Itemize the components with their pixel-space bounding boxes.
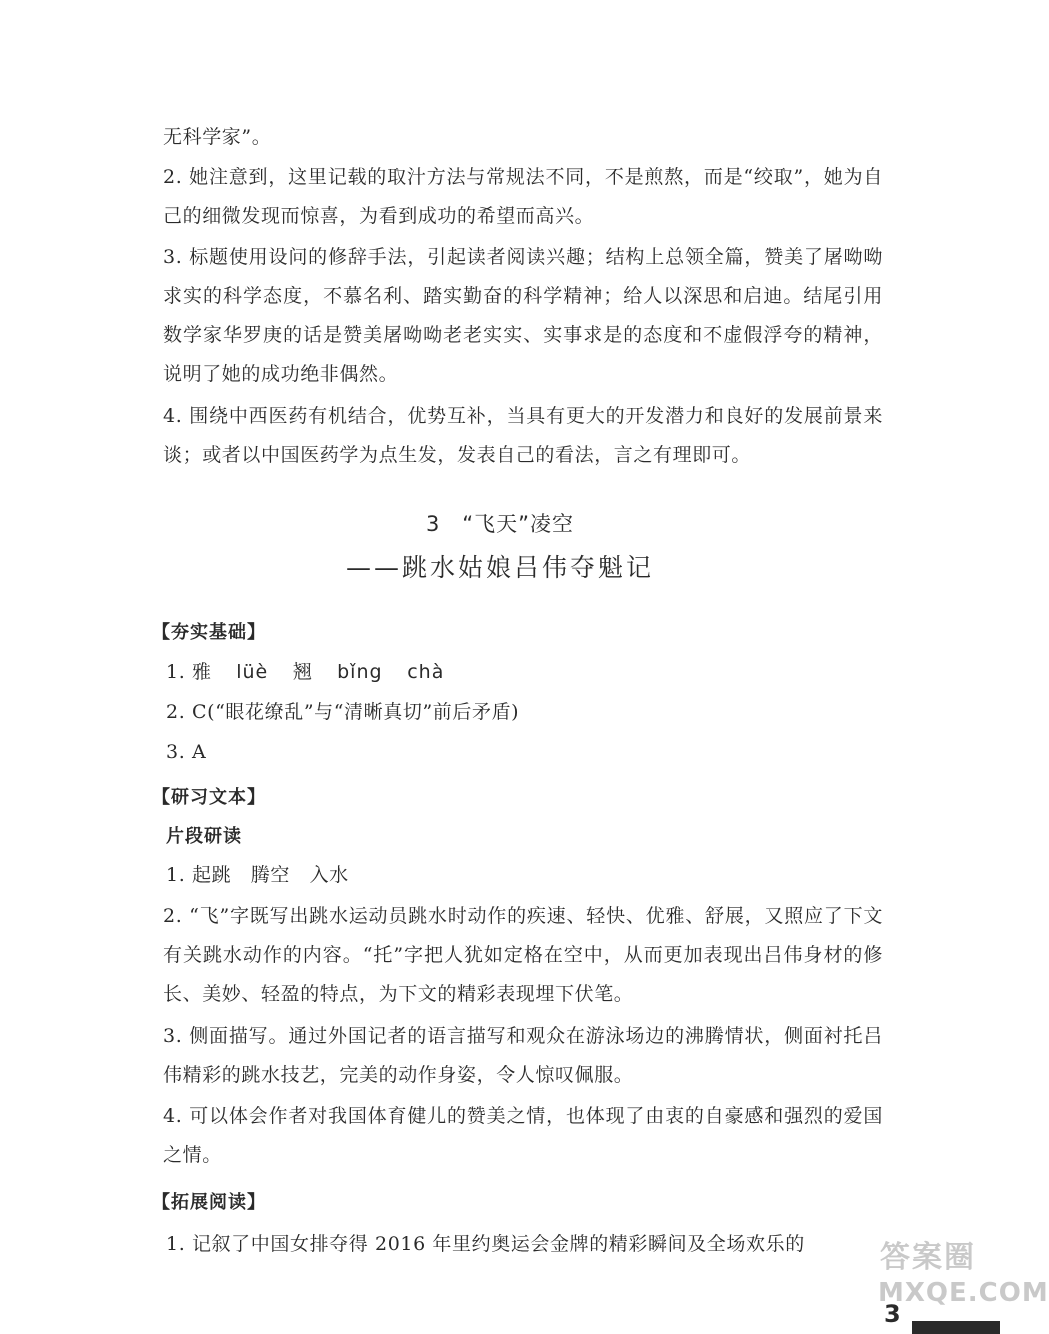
fragment-answer-4: 4. 可以体会作者对我国体育健儿的赞美之情，也体现了由衷的自豪感和强烈的爱国之情。	[163, 1105, 883, 1166]
lesson-title: 3 “飞天”凌空	[425, 512, 575, 536]
basics-item-3: 3. A	[166, 741, 207, 763]
pinyin-1: lüè	[236, 661, 269, 683]
fragment-answer-3: 3. 侧面描写。通过外国记者的语言描写和观众在游泳场边的沸腾情状，侧面衬托吕伟精彩的跳水技艺，完美的动作身姿，令人惊叹佩服。	[163, 1025, 883, 1086]
section-basics: 【夯实基础】	[152, 622, 266, 643]
pinyin-2: bǐng	[337, 661, 383, 683]
lesson-subtitle: ——跳水姑娘吕伟夺魁记	[345, 553, 654, 582]
page-footer-bar	[912, 1321, 1000, 1334]
fragment-answer-1: 1. 起跳 腾空 入水	[166, 864, 349, 886]
page-number: 3	[884, 1300, 901, 1328]
fragment-heading: 片段研读	[166, 826, 242, 847]
section-extended: 【拓展阅读】	[152, 1192, 266, 1213]
basics-item-1-label: 1. 雅	[166, 661, 212, 683]
answer-4: 4. 围绕中西医药有机结合，优势互补，当具有更大的开发潜力和良好的发展前景来谈；或者以中国医药学为点生发，发表自己的看法，言之有理即可。	[163, 405, 883, 466]
answer-2	[163, 158, 883, 236]
pinyin-3: chà	[407, 661, 445, 683]
watermark-url: MXQE.COM	[878, 1278, 1049, 1308]
section-text-study: 【研习文本】	[152, 787, 266, 808]
paragraph-continuation: 无科学家”。	[163, 126, 272, 148]
watermark-text: 答案圈	[880, 1240, 976, 1275]
fragment-answer-2: 2. “飞”字既写出跳水运动员跳水时动作的疾速、轻快、优雅、舒展，又照应了下文有关跳水动作的内容。“托”字把人犹如定格在空中，从而更加表现出吕伟身材的修长、美妙、轻盈的特点，为下文的精彩表现埋下伏笔。	[163, 905, 883, 1005]
basics-item-1	[166, 657, 444, 687]
answer-3: 3. 标题使用设问的修辞手法，引起读者阅读兴趣；结构上总领全篇，赞美了屠呦呦求实的科学态度，不慕名利、踏实勤奋的科学精神；给人以深思和启迪。结尾引用数学家华罗庚的话是赞美屠呦呦老老实实、实事求是的态度和不虚假浮夸的精神，说明了她的成功绝非偶然。	[163, 246, 883, 385]
basics-item-1-char: 翘	[292, 661, 313, 683]
extended-answer-1: 1. 记叙了中国女排夺得 2016 年里约奥运会金牌的精彩瞬间及全场欢乐的	[166, 1233, 805, 1255]
basics-item-2: 2. C(“眼花缭乱”与“清晰真切”前后矛盾)	[166, 701, 520, 723]
answer-2-text: 2. 她注意到，这里记载的取汁方法与常规法不同，不是煎熬，而是“绞取”，她为自己的细微发现而惊喜，为看到成功的希望而高兴。	[163, 166, 883, 227]
